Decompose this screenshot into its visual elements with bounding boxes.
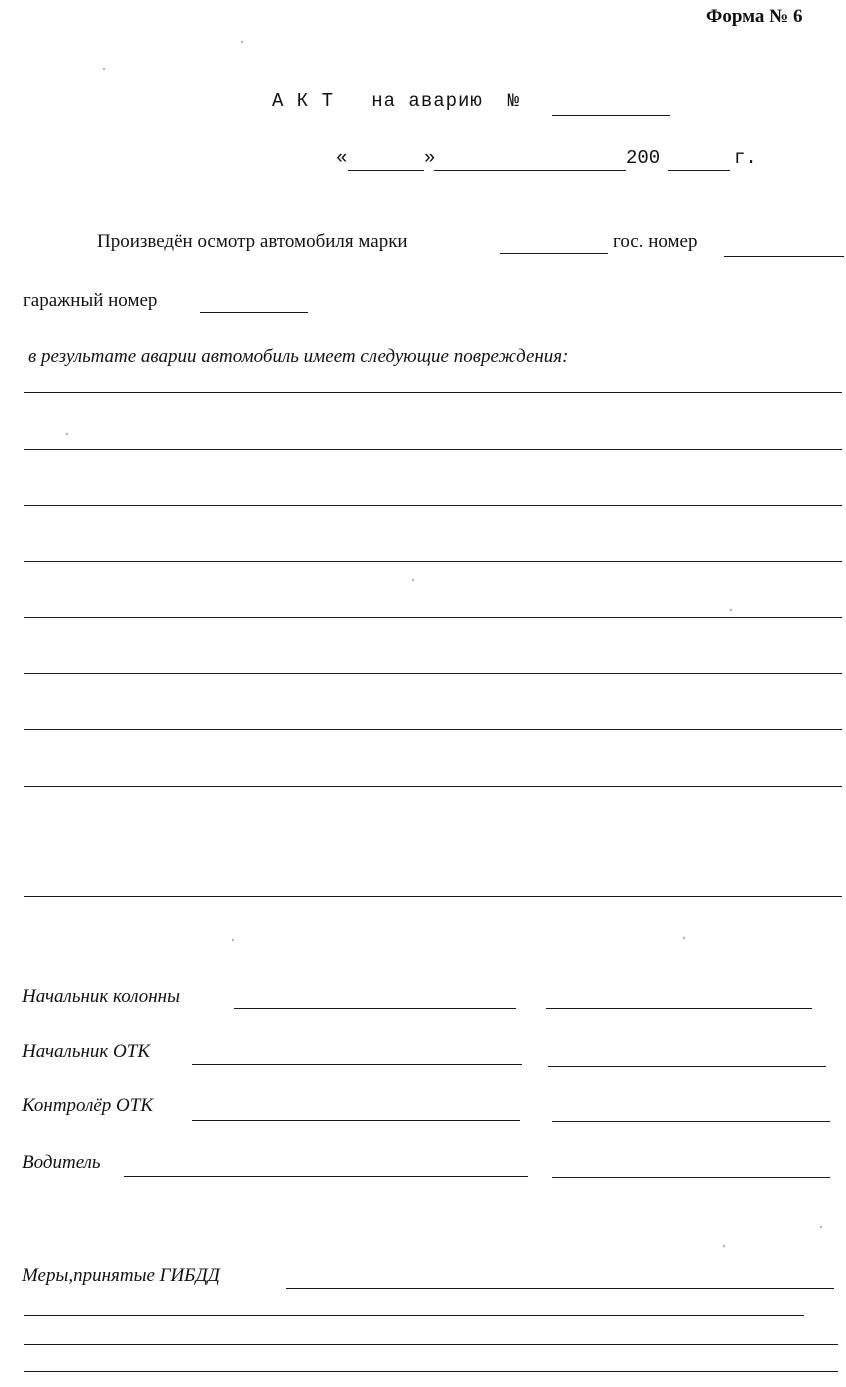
act-title: А К Т на аварию № (272, 90, 521, 112)
damage-line (24, 505, 842, 506)
signature-name-field (192, 1120, 520, 1121)
damage-line (24, 673, 842, 674)
signature-label-otk-controller: Контролёр ОТК (22, 1095, 153, 1116)
measures-line (24, 1371, 838, 1372)
date-open-quote: « (336, 147, 348, 169)
date-close-quote: » (424, 147, 436, 169)
scan-speck (66, 433, 68, 435)
measures-line (24, 1344, 838, 1345)
inspection-text: Произведён осмотр автомобиля марки (97, 231, 408, 252)
date-year-prefix: 200 (626, 147, 661, 169)
form-number: Форма № 6 (706, 6, 803, 27)
damage-line (24, 449, 842, 450)
date-month-field (434, 170, 626, 171)
measures-label: Меры,принятые ГИБДД (22, 1265, 220, 1286)
damage-line (24, 786, 842, 787)
scan-speck (412, 579, 414, 581)
scan-speck (683, 937, 685, 939)
measures-line (286, 1288, 834, 1289)
measures-line (24, 1315, 804, 1316)
signature-label-otk-chief: Начальник ОТК (22, 1041, 150, 1062)
signature-name-field (124, 1176, 528, 1177)
signature-sign-field (546, 1008, 812, 1009)
damage-line (24, 617, 842, 618)
garage-number-field (200, 312, 308, 313)
signature-sign-field (552, 1177, 830, 1178)
scan-speck (820, 1226, 822, 1228)
act-number-field (552, 115, 670, 116)
garage-number-label: гаражный номер (23, 290, 158, 311)
date-day-field (348, 170, 424, 171)
scan-speck (241, 41, 243, 43)
signature-name-field (234, 1008, 516, 1009)
scan-speck (232, 939, 234, 941)
signature-name-field (192, 1064, 522, 1065)
scan-speck (730, 609, 732, 611)
damage-label: в результате аварии автомобиль имеет следующие повреждения: (28, 346, 569, 367)
signature-label-driver: Водитель (22, 1152, 101, 1173)
damage-line (24, 392, 842, 393)
damage-line (24, 561, 842, 562)
signature-sign-field (548, 1066, 826, 1067)
damage-line (24, 896, 842, 897)
signature-label-column-chief: Начальник колонны (22, 986, 180, 1007)
scan-speck (103, 68, 105, 70)
date-year-suffix: г. (734, 147, 757, 169)
damage-line (24, 729, 842, 730)
car-brand-field (500, 253, 608, 254)
scan-speck (723, 1245, 725, 1247)
gos-number-field (724, 256, 844, 257)
date-year-field (668, 170, 730, 171)
signature-sign-field (552, 1121, 830, 1122)
gos-number-label: гос. номер (613, 231, 698, 252)
